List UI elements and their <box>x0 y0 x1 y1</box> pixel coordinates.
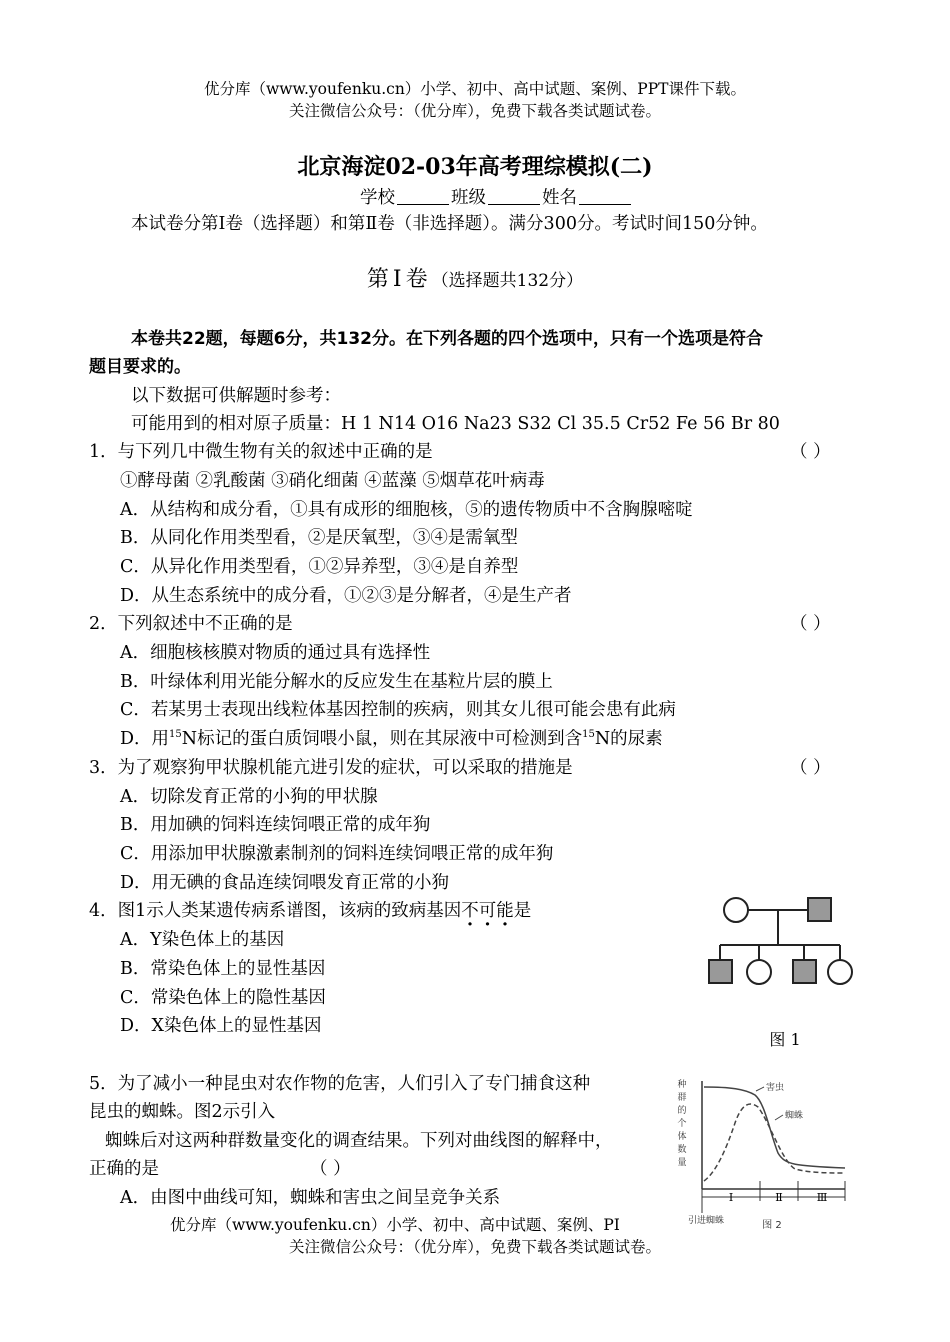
figure-2-population-chart <box>670 1073 850 1238</box>
q1-stem: 1．与下列几中微生物有关的叙述中正确的是 <box>89 442 433 462</box>
q2-d-sup-1: 15 <box>169 729 182 740</box>
q4-emphasis-2: 可 <box>478 901 497 921</box>
name-blank <box>579 188 631 205</box>
q2-stem: 2．下列叙述中不正确的是 <box>89 614 293 634</box>
q2-d-sup-2: 15 <box>582 729 595 740</box>
q4-option-d: D．X染色体上的显性基因 <box>120 1016 322 1036</box>
section-heading <box>0 262 950 293</box>
spider-label: 蜘蛛 <box>785 1111 804 1121</box>
y-label-char-6: 数 <box>677 1145 687 1155</box>
q1-option-b: B．从同化作用类型看，②是厌氧型，③④是需氧型 <box>120 528 518 548</box>
instructions-line-1: 本卷共22题，每题6分，共132分。在下列各题的四个选项中，只有一个选项是符合 <box>131 329 763 349</box>
q4-stem <box>89 897 531 922</box>
parent-male-affected-symbol <box>808 898 831 921</box>
class-blank <box>488 188 540 205</box>
q1-answer-paren: （ ） <box>790 442 831 462</box>
q4-stem-post: 是 <box>513 901 532 921</box>
stage-1-label: Ⅰ <box>728 1191 734 1204</box>
q2-d-mid: N标记的蛋白质饲喂小鼠，则在其尿液中可检测到含 <box>181 729 583 749</box>
paper-intro: 本试卷分第Ⅰ卷（选择题）和第Ⅱ卷（非选择题）。满分300分。考试时间150分钟。 <box>131 214 768 234</box>
reference-line-2: 可能用到的相对原子质量：H 1 N14 O16 Na23 S32 Cl 35.5 Cr52 Fe 56 Br 80 <box>131 414 780 434</box>
q2-option-a: A．细胞核核膜对物质的通过具有选择性 <box>120 643 431 663</box>
header-line-2: 关注微信公众号：（优分库），免费下载各类试题试卷。 <box>288 102 661 120</box>
figure-2-caption: 图 2 <box>762 1220 782 1231</box>
q5-line-4: 正确的是 <box>89 1159 159 1179</box>
section-subtitle: （选择题共132分） <box>431 271 584 291</box>
q3-stem: 3．为了观察狗甲状腺机能亢进引发的症状，可以采取的措施是 <box>89 758 573 778</box>
school-label: 学校 <box>360 188 395 208</box>
q2-option-b: B．叶绿体利用光能分解水的反应发生在基粒片层的膜上 <box>120 672 553 692</box>
q1-option-c: C．从异化作用类型看，①②异养型，③④是自养型 <box>120 557 519 577</box>
q4-option-b: B．常染色体上的显性基因 <box>120 959 326 979</box>
q5-line-3: 蜘蛛后对这两种群数量变化的调查结果。下列对曲线图的解释中， <box>105 1131 613 1151</box>
q2-option-d <box>120 725 663 750</box>
q3-option-b: B．用加碘的饲料连续饲喂正常的成年狗 <box>120 815 431 835</box>
q5-answer-paren: （ ） <box>310 1159 351 1179</box>
q1-option-d: D．从生态系统中的成分看，①②③是分解者，④是生产者 <box>120 586 572 606</box>
q4-option-c: C．常染色体上的隐性基因 <box>120 988 326 1008</box>
q5-option-a: A．由图中曲线可知，蜘蛛和害虫之间呈竞争关系 <box>120 1188 501 1208</box>
q4-emphasis-3: 能 <box>496 901 514 921</box>
y-label-char-2: 群 <box>677 1093 687 1103</box>
q3-answer-paren: （ ） <box>790 758 831 778</box>
q5-line-1: 5．为了减小一种昆虫对农作物的危害，人们引入了专门捕食这种 <box>89 1074 591 1094</box>
section-title: 第Ⅰ卷 <box>366 267 432 292</box>
school-blank <box>397 188 449 205</box>
footer-line-2: 关注微信公众号：（优分库），免费下载各类试题试卷。 <box>288 1238 661 1256</box>
stage-3-label: Ⅲ <box>816 1191 828 1204</box>
q2-d-post: N的尿素 <box>594 729 663 749</box>
child-3-male-affected <box>793 960 816 983</box>
x-label-introduce-spider: 引进蜘蛛 <box>687 1216 725 1226</box>
stage-2-label: Ⅱ <box>775 1191 783 1204</box>
q2-d-pre: D．用 <box>120 729 170 749</box>
q1-option-a: A．从结构和成分看，①具有成形的细胞核，⑤的遗传物质中不含胸腺嘧啶 <box>120 500 693 520</box>
y-label-char-4: 个 <box>677 1119 687 1129</box>
q3-option-d: D．用无碘的食品连续饲喂发育正常的小狗 <box>120 873 450 893</box>
y-label-char-7: 量 <box>677 1158 687 1168</box>
y-label-char-3: 的 <box>677 1106 687 1116</box>
q5-line-2: 昆虫的蜘蛛。图2示引入 <box>89 1102 276 1122</box>
pest-label: 害虫 <box>766 1083 785 1093</box>
paper-title: 北京海淀02-03年高考理综模拟(二) <box>297 154 653 180</box>
y-label-char-1: 种 <box>677 1080 687 1090</box>
q3-option-c: C．用添加甲状腺激素制剂的饲料连续饲喂正常的成年狗 <box>120 844 554 864</box>
parent-female-symbol <box>724 898 748 922</box>
header-line-1: 优分库（www.youfenku.cn）小学、初中、高中试题、案例、PPT课件下载。 <box>203 80 747 98</box>
q4-emphasis-1: 不 <box>461 901 479 921</box>
child-4-female <box>828 960 852 984</box>
q1-items: ①酵母菌 ②乳酸菌 ③硝化细菌 ④蓝藻 ⑤烟草花叶病毒 <box>120 471 545 491</box>
q4-stem-pre: 4．图1示人类某遗传病系谱图，该病的致病基因 <box>89 901 462 921</box>
y-label-char-5: 体 <box>677 1132 687 1142</box>
footer-line-1: 优分库（www.youfenku.cn）小学、初中、高中试题、案例、PI <box>170 1216 620 1234</box>
instructions-line-2: 题目要求的。 <box>89 357 191 377</box>
student-info-fields <box>360 184 633 209</box>
q4-option-a: A．Y染色体上的基因 <box>120 930 285 950</box>
child-2-female <box>747 960 771 984</box>
figure-1-caption: 图 1 <box>769 1030 801 1049</box>
q2-answer-paren: （ ） <box>790 614 831 634</box>
q2-option-c: C．若某男士表现出线粒体基因控制的疾病，则其女儿很可能会患有此病 <box>120 700 676 720</box>
q3-option-a: A．切除发育正常的小狗的甲状腺 <box>120 787 378 807</box>
figure-1-pedigree <box>700 885 870 1055</box>
child-1-male-affected <box>709 960 732 983</box>
class-label: 班级 <box>451 188 486 208</box>
reference-line-1: 以下数据可供解题时参考： <box>131 386 341 406</box>
pest-curve <box>704 1087 845 1168</box>
name-label: 姓名 <box>542 188 577 208</box>
